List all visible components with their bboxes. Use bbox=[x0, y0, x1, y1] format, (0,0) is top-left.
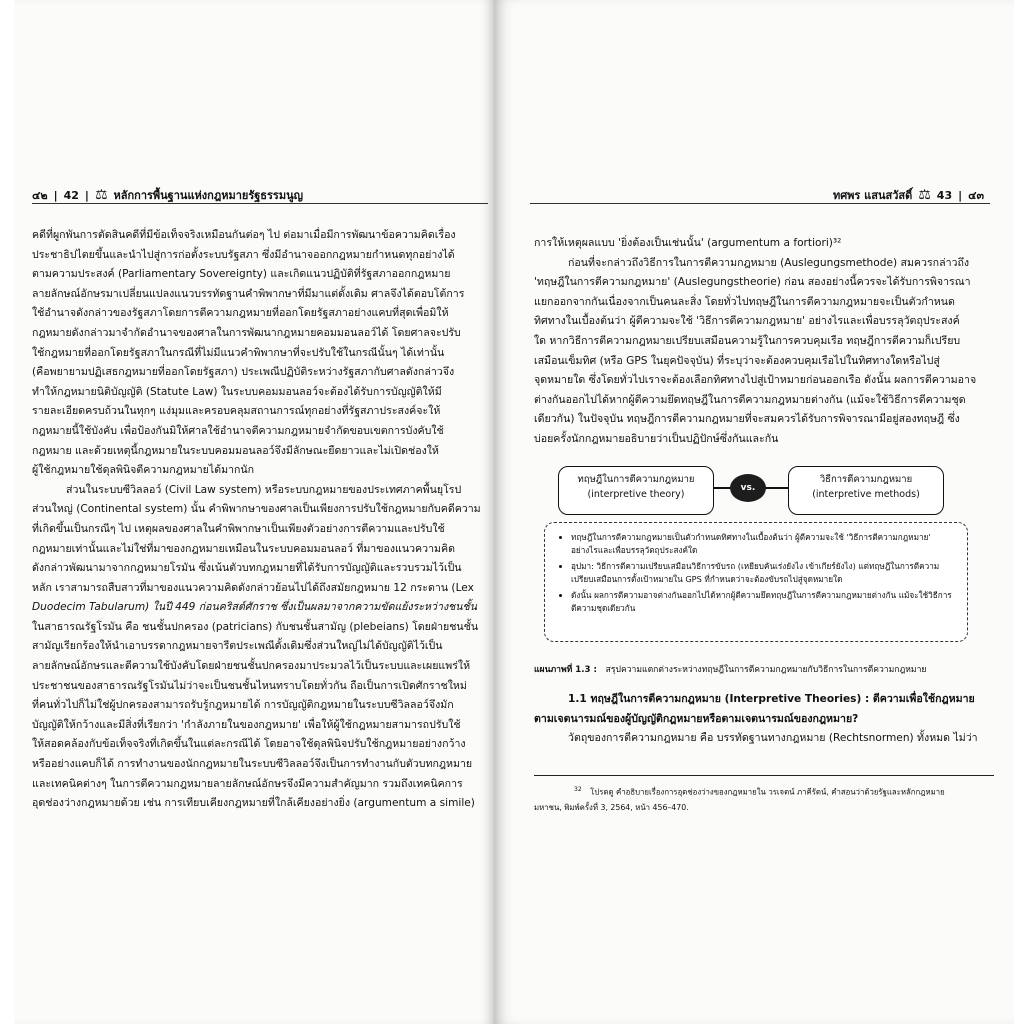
theory-box-subtitle: (interpretive theory) bbox=[587, 489, 685, 500]
figure-caption bbox=[534, 662, 990, 676]
section-heading-cont: ตามเจตนารมณ์ของผู้บัญญัติกฎหมายหรือตามเจตนารมณ์ของกฎหมาย? bbox=[534, 712, 859, 725]
text-line: ที่คนทั่วไปก็ไม่ใช่ผู้ปกครองสามารถรับรู้กฎหมายได้ การบัญญัติกฎหมายในระบบซีวิลลอว์จึงมัก bbox=[32, 699, 454, 712]
running-author: ทศพร แสนสวัสดิ์ bbox=[832, 189, 913, 202]
text-line: ใด หากวิธีการตีความกฎหมายเปรียบเสมือนความรู้ในการควบคุมเรือ ทฤษฎีการตีความก็เปรียบ bbox=[534, 334, 961, 347]
text-line: ทิศทางในเบื้องต้นว่า ผู้ตีความจะใช้ 'วิธีการตีความกฎหมาย' อย่างไรและเพื่อบรรลุวัตถุประสงค์ bbox=[534, 315, 960, 328]
summary-bullet: • ดังนั้น ผลการตีความอาจต่างกันออกไปได้หากผู้ตีความยึดทฤษฎีในการตีความกฎหมายต่างกัน แม้จะใช้วิธีการตีความชุดเดียวกัน bbox=[571, 589, 959, 615]
text-line: กฎหมายเท่านั้นและไม่ใช่ที่มาของกฎหมายเหมือนในระบบคอมมอนลอว์ ที่มาของแนวความคิด bbox=[32, 542, 455, 555]
text-line: คดีที่ผูกพันการตัดสินคดีที่มีข้อเท็จจริงเหมือนกันต่อๆ ไป ต่อมาเมื่อมีการพัฒนาข้อความคิดเรื่อง bbox=[32, 229, 456, 241]
text-line: และเทคนิคต่างๆ ในการตีความกฎหมายลายลักษณ์อักษรจึงมีความสำคัญมาก รวมถึงเทคนิคการ bbox=[32, 777, 463, 790]
scales-of-justice-icon: ⚖ bbox=[918, 187, 931, 203]
text-line: หรืออย่างแคบก็ได้ การทำงานของนักกฎหมายในระบบซีวิลลอว์จึงเป็นการทำงานกับตัวบทกฎหมาย bbox=[32, 758, 473, 771]
summary-bullet: • ทฤษฎีในการตีความกฎหมายเป็นตัวกำหนดทิศทางในเบื้องต้นว่า ผู้ตีความจะใช้ 'วิธีการตีความกฎหมาย' อย่างไรและเพื่อบรรลุวัตถุประสงค์ใด bbox=[571, 531, 959, 557]
section-1-1 bbox=[534, 690, 990, 749]
theory-box bbox=[558, 466, 714, 515]
text-line: ส่วนใหญ่ (Continental system) นั้น คำพิพากษาของศาลเป็นเพียงการปรับใช้กฎหมายกับคดีความ bbox=[32, 503, 481, 516]
methods-box bbox=[788, 466, 944, 515]
right-page-header: ทศพร แสนสวัสดิ์ ⚖ 43 | ๔๓ bbox=[832, 187, 984, 203]
text-line: 'ทฤษฎีในการตีความกฎหมาย' (Auslegungstheorie) ก่อน สองอย่างนี้ควรจะได้รับการพิจารณา bbox=[534, 276, 971, 289]
page-number-thai: ๔๓ bbox=[968, 189, 984, 202]
footnote-text: โปรดดู คำอธิบายเรื่องการอุดช่องว่างของกฎหมายใน วรเจตน์ ภาคีรัตน์, คำสอนว่าด้วยรัฐและหลักกฎหมาย bbox=[590, 787, 945, 797]
header-rule bbox=[32, 203, 488, 204]
text-line: กฎหมาย และด้วยเหตุนี้กฎหมายในระบบคอมมอนลอว์จึงมีลักษณะยืดยาวและไม่เปิดช่องให้ bbox=[32, 444, 439, 457]
header-rule bbox=[530, 203, 990, 204]
section-heading: 1.1 ทฤษฎีในการตีความกฎหมาย (Interpretive Theories) : ตีความเพื่อใช้กฎหมาย bbox=[568, 693, 975, 705]
footnote-text-cont: มหาชน, พิมพ์ครั้งที่ 3, 2564, หน้า 456–470. bbox=[534, 802, 689, 812]
text-line: บัญญัติให้กว้างและมีสิ่งที่เรียกว่า 'กำลังภายในของกฎหมาย' เพื่อให้ผู้ใช้กฎหมายสามารถปรับใช้ bbox=[32, 718, 461, 731]
text-line: จุดหมายใด ซึ่งโดยทั่วไปเราจะต้องเลือกทิศทางไปสู่เป้าหมายก่อนออกเรือ ดังนั้น ผลการตีความอาจ bbox=[534, 374, 977, 387]
caption-text: สรุปความแตกต่างระหว่างทฤษฎีในการตีความกฎหมายกับวิธีการในการตีความกฎหมาย bbox=[605, 665, 927, 675]
text-line: Duodecim Tabularum) ในปี 449 ก่อนคริสต์ศักราช ซึ่งเป็นผลมาจากความขัดแย้งระหว่างชนชั้น bbox=[32, 601, 477, 614]
footnote bbox=[534, 782, 990, 815]
right-body-text bbox=[534, 234, 990, 450]
page-number: 43 bbox=[936, 188, 953, 202]
text-line: ส่วนในระบบซีวิลลอว์ (Civil Law system) หรือระบบกฎหมายของประเทศภาคพื้นยุโรป bbox=[66, 483, 462, 496]
text-line: รายละเอียดครบถ้วนในทุกๆ แง่มุมและครอบคลุมสถานการณ์ทุกอย่างที่รัฐสภาประสงค์จะให้ bbox=[32, 405, 441, 418]
text-line: เดียวกัน) ในปัจจุบัน ทฤษฎีการตีความกฎหมายที่จะสมควรได้รับการพิจารณามีอยู่สองทฤษฎี ซึ่ง bbox=[534, 413, 960, 426]
text-line: ตามความประสงค์ (Parliamentary Sovereignty) และเกิดแนวปฏิบัติที่รัฐสภาออกกฎหมาย bbox=[32, 268, 451, 281]
text-line: เสมือนเข็มทิศ (หรือ GPS ในยุคปัจจุบัน) ที่ระบุว่าจะต้องควบคุมเรือไปในทิศทางใดหรือไปสู่ bbox=[534, 354, 940, 367]
text-line: ทำให้กฎหมายนิติบัญญัติ (Statute Law) ในระบบคอมมอนลอว์จะต้องได้รับการบัญญัติให้มี bbox=[32, 385, 442, 398]
right-page bbox=[494, 0, 1014, 1024]
footnote-number: 32 bbox=[574, 786, 582, 793]
section-body: วัตถุของการตีความกฎหมาย คือ บรรทัดฐานทางกฎหมาย (Rechtsnormen) ทั้งหมด ไม่ว่า bbox=[568, 732, 978, 745]
text-line: กฎหมายดังกล่าวมาจำกัดอำนาจของศาลในการพัฒนากฎหมายคอมมอนลอว์ได้ โดยศาลจะปรับ bbox=[32, 326, 461, 339]
vs-badge: vs. bbox=[730, 474, 766, 502]
methods-box-title: วิธีการตีความกฎหมาย bbox=[819, 474, 913, 485]
text-line: ผู้ใช้กฎหมายใช้ดุลพินิจตีความกฎหมายได้มากนัก bbox=[32, 464, 255, 477]
text-line: ก่อนที่จะกล่าวถึงวิธีการในการตีความกฎหมาย (Auslegungsmethode) สมควรกล่าวถึง bbox=[568, 256, 970, 269]
text-line: ใช้อำนาจดังกล่าวของรัฐสภาโดยการตีความกฎหมายที่ออกโดยรัฐสภาอย่างแคบที่สุดเพื่อมิให้ bbox=[32, 307, 449, 320]
text-line: การให้เหตุผลแบบ 'ยิ่งต้องเป็นเช่นนั้น' (argumentum a fortiori)³² bbox=[534, 237, 842, 249]
page-number-thai: ๔๒ bbox=[32, 189, 48, 202]
page-number: 42 bbox=[63, 188, 79, 202]
running-title: หลักการพื้นฐานแห่งกฎหมายรัฐธรรมนูญ bbox=[113, 189, 303, 202]
caption-label: แผนภาพที่ 1.3 : bbox=[534, 665, 597, 675]
text-line: ให้สอดคล้องกับข้อเท็จจริงที่เกิดขึ้นในแต่ละกรณีได้ โดยอาจใช้ดุลพินิจปรับใช้กฎหมายอย่างกว้าง bbox=[32, 738, 466, 751]
text-line: ดังกล่าวพัฒนามาจากกฎหมายโรมัน ซึ่งเน้นตัวบทกฎหมายที่ได้รับการบัญญัติและรวบรวมไว้เป็น bbox=[32, 562, 462, 575]
text-line: กฎหมายนี้ใช้บังคับ เพื่อป้องกันมิให้ศาลใช้อำนาจตีความกฎหมายจำกัดขอบเขตการบังคับใช้ bbox=[32, 424, 444, 437]
comparison-diagram bbox=[544, 462, 974, 652]
diagram-summary-box bbox=[544, 522, 968, 642]
text-line: อุดช่องว่างกฎหมายด้วย เช่น การเทียบเคียงกฎหมายที่ใกล้เคียงอย่างยิ่ง (argumentum a simile) bbox=[32, 797, 475, 810]
left-body-text bbox=[32, 226, 488, 814]
text-line: ประชาธิปไตยขึ้นและนำไปสู่การก่อตั้งระบบรัฐสภา ซึ่งมีอำนาจออกกฎหมายกำหนดทุกอย่างได้ bbox=[32, 248, 455, 261]
text-line: ประชาชนของสาธารณรัฐโรมันไม่ว่าจะเป็นชนชั้นไหนทราบโดยทั่วกัน ถือเป็นการเปิดศักราชใหม่ bbox=[32, 679, 467, 692]
scales-of-justice-icon: ⚖ bbox=[94, 187, 108, 203]
text-line: สามัญเรียกร้องให้นำเอาบรรดากฎหมายจารีตประเพณีดั้งเดิมซึ่งส่วนใหญ่ไม่ได้บัญญัติไว้เป็น bbox=[32, 640, 443, 653]
text-line: ใช้กฎหมายที่ออกโดยรัฐสภาในกรณีที่ไม่มีแนวคำพิพากษาที่จะปรับใช้ในกรณีนั้นๆ ได้เท่านั้น bbox=[32, 346, 445, 359]
summary-bullet: • อุปมา: วิธีการตีความเปรียบเสมือนวิธีการขับรถ (เหยียบคันเร่งยังไง เข้าเกียร์ยังไง) แต่ทฤษฎีในการตีความเปรียบเสมือนการตั้งเป้าหมายใน GPS ที่กำหนดว่าจะต้องขับรถไปสู่จุดหมายใด bbox=[571, 560, 959, 586]
text-line: (คือพยายามปฏิเสธกฎหมายที่ออกโดยรัฐสภา) ประเพณีปฏิบัติระหว่างรัฐสภากับศาลดังกล่าวจึง bbox=[32, 366, 455, 379]
theory-box-title: ทฤษฎีในการตีความกฎหมาย bbox=[577, 474, 695, 485]
text-line: แยกออกจากกันเนื่องจากเป็นคนละสิ่ง โดยทั่วไปทฤษฎีในการตีความกฎหมายจะเป็นตัวกำหนด bbox=[534, 295, 955, 308]
left-page-header: ๔๒ | 42 | ⚖ หลักการพื้นฐานแห่งกฎหมายรัฐธรรมนูญ bbox=[32, 187, 303, 203]
text-line: ลายลักษณ์อักษรมาเปลี่ยนแปลงแนวบรรทัดฐานคำพิพากษาที่มีมาแต่ดั้งเดิม ศาลจึงได้ตอบโต้การ bbox=[32, 287, 465, 300]
text-line: บ่อยครั้งนักกฎหมายอธิบายว่าเป็นปฏิปักษ์ซึ่งกันและกัน bbox=[534, 432, 779, 445]
text-line: หลัก เราสามารถสืบสาวที่มาของแนวความคิดดังกล่าวย้อนไปได้ถึงสมัยกฎหมาย 12 กระดาน (Lex bbox=[32, 581, 474, 594]
left-page bbox=[14, 0, 494, 1024]
text-line: ลายลักษณ์อักษรและตีความใช้บังคับโดยฝ่ายชนชั้นปกครองมาประมวลไว้เป็นระบบและเผยแพร่ให้ bbox=[32, 660, 471, 673]
footnote-rule bbox=[534, 775, 994, 776]
text-line: ในสาธารณรัฐโรมัน คือ ชนชั้นปกครอง (patricians) กับชนชั้นสามัญ (plebeians) โดยฝ่ายชนชั้น bbox=[32, 620, 479, 633]
text-line: ต่างกันออกไปได้หากผู้ตีความยึดทฤษฎีในการตีความกฎหมายต่างกัน (แม้จะใช้วิธีการตีความชุด bbox=[534, 393, 966, 406]
text-line: ที่เกิดขึ้นเป็นกรณีๆ ไป เหตุผลของศาลในคำพิพากษาเป็นเพียงตัวอย่างการตีความและปรับใช้ bbox=[32, 522, 445, 535]
methods-box-subtitle: (interpretive methods) bbox=[812, 489, 920, 500]
